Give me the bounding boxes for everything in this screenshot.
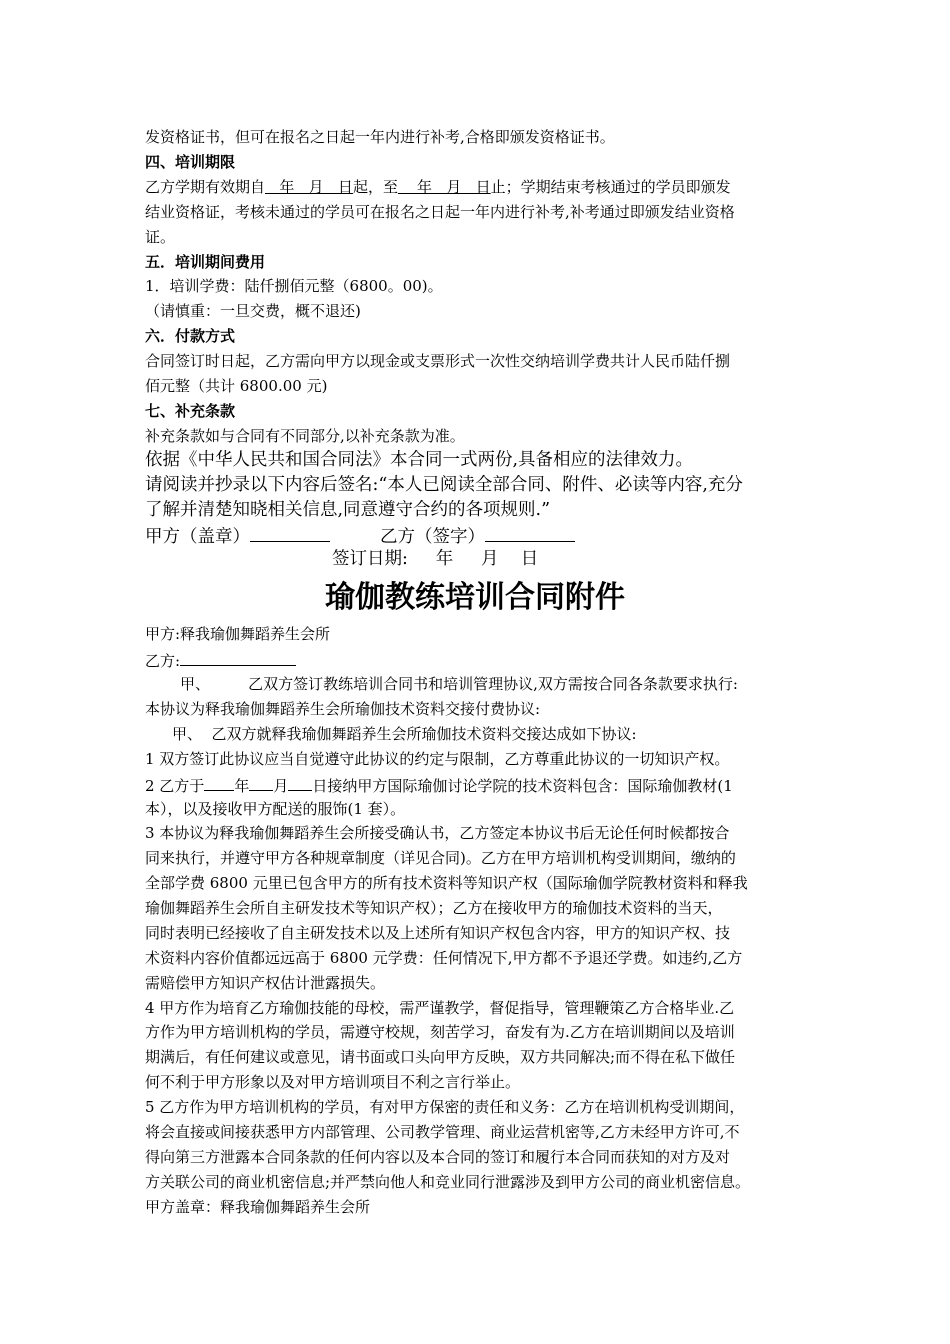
text-line: 术资料内容价值都远远高于 6800 元学费：任何情况下,甲方都不予退还学费。如违约,乙方 bbox=[145, 949, 743, 967]
text-line: 合同签订时日起，乙方需向甲方以现金或支票形式一次性交纳培训学费共计人民币陆仟捌 bbox=[145, 352, 731, 370]
text-line: 依据《中华人民共和国合同法》本合同一式两份,具备相应的法律效力。 bbox=[145, 450, 694, 470]
text-line: 证。 bbox=[145, 228, 176, 246]
text-line: 瑜伽舞蹈养生会所自主研发技术等知识产权）；乙方在接收甲方的瑜伽技术资料的当天， bbox=[145, 899, 723, 917]
signature-line bbox=[145, 525, 575, 547]
section-heading-4: 四、培训期限 bbox=[145, 153, 236, 171]
text-line: 全部学费 6800 元里已包含甲方的所有技术资料等知识产权（国际瑜伽学院教材资料和释我 bbox=[145, 874, 748, 892]
clause-5: 5 乙方作为甲方培训机构的学员，有对甲方保密的责任和义务：乙方在培训机构受训期间， bbox=[145, 1098, 745, 1116]
party-a-seal-blank bbox=[250, 525, 330, 542]
party-b-sign-blank bbox=[485, 525, 575, 542]
section-heading-6: 六．付款方式 bbox=[145, 327, 236, 345]
party-b-sign-label: 乙方（签字） bbox=[380, 527, 485, 547]
text-line: 结业资格证，考核未通过的学员可在报名之日起一年内进行补考,补考通过即颁发结业资格 bbox=[145, 203, 735, 221]
party-b-blank bbox=[180, 649, 296, 666]
clause-3: 3 本协议为释我瑜伽舞蹈养生会所接受确认书，乙方签定本协议书后无论任何时候都按合 bbox=[145, 824, 730, 842]
text-line: 发资格证书，但可在报名之日起一年内进行补考,合格即颁发资格证书。 bbox=[145, 128, 615, 146]
start-date-blank: 年 月 日 bbox=[265, 178, 353, 196]
text-line: （请慎重：一旦交费，概不退还) bbox=[145, 302, 361, 320]
text-line: 甲、 乙双方就释我瑜伽舞蹈养生会所瑜伽技术资料交接达成如下协议: bbox=[172, 725, 637, 743]
text-line: 1．培训学费：陆仟捌佰元整（6800。00)。 bbox=[145, 277, 443, 295]
text-line: 将会直接或间接获悉甲方内部管理、公司教学管理、商业运营机密等,乙方未经甲方许可,不 bbox=[145, 1123, 740, 1141]
text-line: 同来执行，并遵守甲方各种规章制度（详见合同)。乙方在甲方培训机构受训期间，缴纳的 bbox=[145, 849, 736, 867]
text-line: 了解并清楚知晓相关信息,同意遵守合约的各项规则.” bbox=[145, 500, 551, 520]
party-a-seal: 甲方盖章：释我瑜伽舞蹈养生会所 bbox=[145, 1198, 371, 1216]
text-line: 甲、 乙双方签订教练培训合同书和培训管理协议,双方需按合同各条款要求执行: bbox=[180, 675, 738, 693]
text-line: 方关联公司的商业机密信息;并严禁向他人和竞业同行泄露涉及到甲方公司的商业机密信息。 bbox=[145, 1173, 751, 1191]
text-line: 补充条款如与合同有不同部分,以补充条款为准。 bbox=[145, 427, 465, 445]
text-line: 本），以及接收甲方配送的服饰(1 套）。 bbox=[145, 800, 406, 818]
text-line: 本协议为释我瑜伽舞蹈养生会所瑜伽技术资料交接付费协议: bbox=[145, 700, 541, 718]
party-a: 甲方:释我瑜伽舞蹈养生会所 bbox=[145, 625, 331, 643]
clause-2: 2 乙方于 年 月 日接纳甲方国际瑜伽讨论学院的技术资料包含：国际瑜伽教材(1 bbox=[145, 774, 733, 796]
sign-date: 签订日期: 年 月 日 bbox=[332, 549, 539, 569]
text-line: 方作为甲方培训机构的学员，需遵守校规，刻苦学习，奋发有为.乙方在培训期间以及培训 bbox=[145, 1023, 735, 1041]
section-heading-7: 七、补充条款 bbox=[145, 402, 236, 420]
text-line: 期满后，有任何建议或意见，请书面或口头向甲方反映，双方共同解决;而不得在私下做任 bbox=[145, 1048, 736, 1066]
end-date-blank: 年 月 日 bbox=[397, 178, 491, 196]
text-line: 得向第三方泄露本合同条款的任何内容以及本合同的签订和履行本合同而获知的对方及对 bbox=[145, 1148, 731, 1166]
text-line: 请阅读并抄录以下内容后签名:“本人已阅读全部合同、附件、必读等内容,充分 bbox=[145, 475, 743, 495]
party-b: 乙方: bbox=[145, 649, 296, 671]
text-line: 同时表明已经接收了自主研发技术以及上述所有知识产权包含内容，甲方的知识产权、技 bbox=[145, 924, 731, 942]
text-line: 佰元整（共计 6800.00 元) bbox=[145, 377, 328, 395]
section-heading-5: 五．培训期间费用 bbox=[145, 253, 266, 271]
text-line: 乙方学期有效期自 年 月 日起，至 年 月 日止；学期结束考核通过的学员即颁发 bbox=[145, 178, 731, 196]
clause-4: 4 甲方作为培育乙方瑜伽技能的母校，需严谨教学，督促指导，管理鞭策乙方合格毕业.乙 bbox=[145, 999, 735, 1017]
text-line: 需赔偿甲方知识产权估计泄露损失。 bbox=[145, 974, 386, 992]
annex-title: 瑜伽教练培训合同附件 bbox=[325, 580, 625, 615]
clause-1: 1 双方签订此协议应当自觉遵守此协议的约定与限制，乙方尊重此协议的一切知识产权。 bbox=[145, 750, 730, 768]
text-line: 何不利于甲方形象以及对甲方培训项目不利之言行举止。 bbox=[145, 1073, 521, 1091]
party-a-seal-label: 甲方（盖章） bbox=[145, 527, 250, 547]
